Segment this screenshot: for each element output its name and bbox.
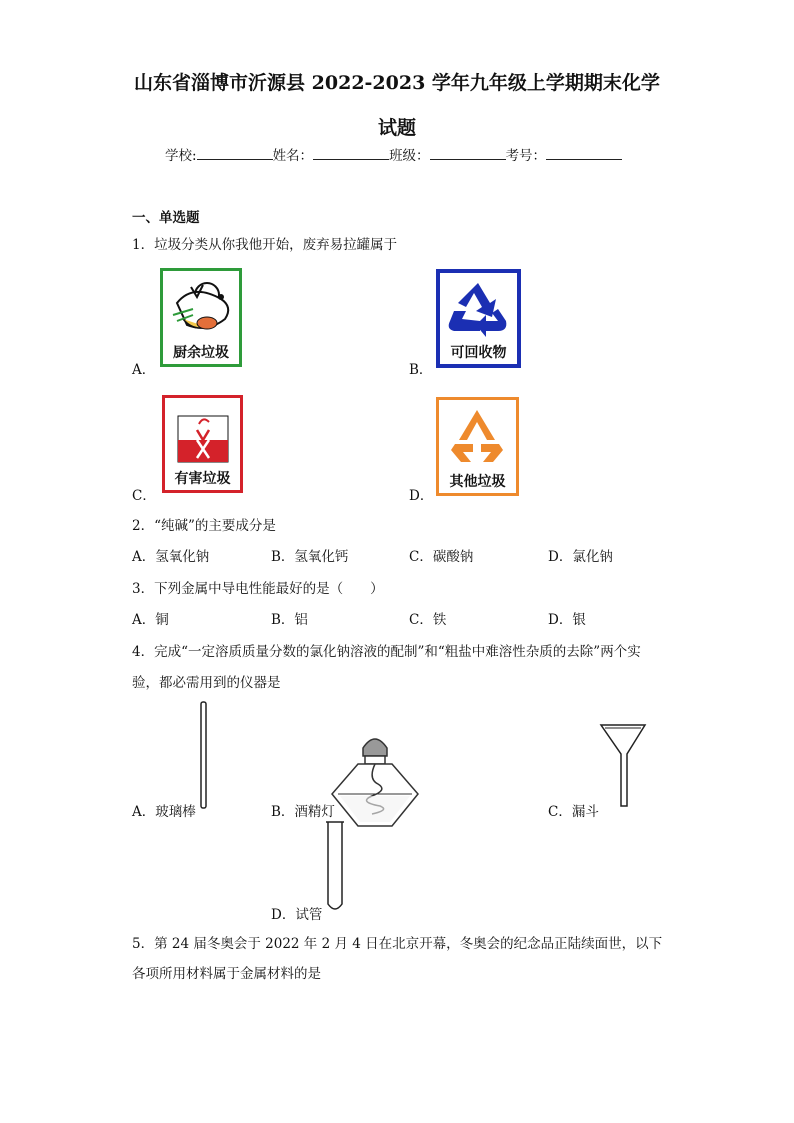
q3-option-a: A．铜: [132, 612, 169, 628]
name-label: 姓名：: [272, 148, 314, 164]
hazardous-label: 有害垃圾: [174, 471, 231, 487]
food-waste-icon: [163, 273, 239, 343]
q2-option-a: A．氢氧化钠: [132, 549, 210, 565]
question-3-stem: 3．下列金属中导电性能最好的是（ ）: [132, 581, 384, 597]
section-title: 一、单选题: [132, 210, 200, 226]
school-label: 学校:: [165, 148, 197, 164]
q1-option-a-letter: A．: [132, 362, 156, 378]
q2-option-b: B．氢氧化钙: [271, 549, 349, 565]
hazard-icon: [165, 400, 240, 470]
alcohol-lamp-icon: [328, 734, 422, 830]
question-4-stem-line1: 4．完成“一定溶质质量分数的氯化钠溶液的配制”和“粗盐中难溶性杂质的去除”两个实: [132, 644, 641, 660]
kitchen-waste-label: 厨余垃圾: [173, 345, 229, 361]
exam-no-blank: [546, 145, 622, 160]
q2-option-d: D．氯化钠: [548, 549, 613, 565]
class-blank: [430, 145, 506, 160]
question-4-stem-line2: 验，都必需用到的仪器是: [132, 675, 281, 691]
recycle-icon: [440, 275, 517, 345]
student-info-line: [165, 144, 635, 164]
school-blank: [197, 145, 273, 160]
test-tube-icon: [322, 818, 348, 916]
q2-option-c: C．碳酸钠: [409, 549, 474, 565]
q1-option-b-letter: B．: [409, 362, 433, 378]
q4-option-a: A．玻璃棒: [132, 804, 196, 820]
q4-option-d: D．试管: [271, 907, 323, 923]
q3-option-c: C．铁: [409, 612, 447, 628]
exam-no-label: 考号：: [505, 148, 547, 164]
hazardous-waste-bin-icon: [162, 395, 243, 493]
page-title-line2: 试题: [377, 117, 416, 139]
class-label: 班级：: [389, 148, 430, 164]
other-waste-label: 其他垃圾: [449, 474, 506, 490]
question-2-stem: 2．“纯碱”的主要成分是: [132, 518, 276, 534]
page-title: 山东省淄博市沂源县 2022-2023 学年九年级上学期期末化学: [134, 72, 660, 94]
q4-option-b: B．酒精灯: [271, 804, 335, 820]
question-1-stem: 1．垃圾分类从你我他开始，废弃易拉罐属于: [132, 237, 398, 253]
q4-option-c: C．漏斗: [548, 804, 599, 820]
question-5-stem-line1: 5．第 24 届冬奥会于 2022 年 2 月 4 日在北京开幕，冬奥会的纪念品正陆续面世，以下: [132, 936, 663, 952]
glass-rod-icon: [198, 700, 210, 810]
recyclable-bin-icon: [436, 269, 521, 368]
other-waste-symbol-icon: [439, 402, 516, 472]
q3-option-d: D．银: [548, 612, 586, 628]
question-5-stem-line2: 各项所用材料属于金属材料的是: [132, 966, 321, 982]
recyclable-label: 可回收物: [450, 345, 507, 361]
funnel-icon: [599, 722, 647, 810]
kitchen-waste-bin-icon: [160, 268, 242, 367]
q3-option-b: B．铝: [271, 612, 308, 628]
q1-option-c-letter: C．: [132, 488, 156, 504]
name-blank: [313, 145, 389, 160]
q1-option-d-letter: D．: [409, 488, 434, 504]
other-waste-bin-icon: [436, 397, 519, 496]
